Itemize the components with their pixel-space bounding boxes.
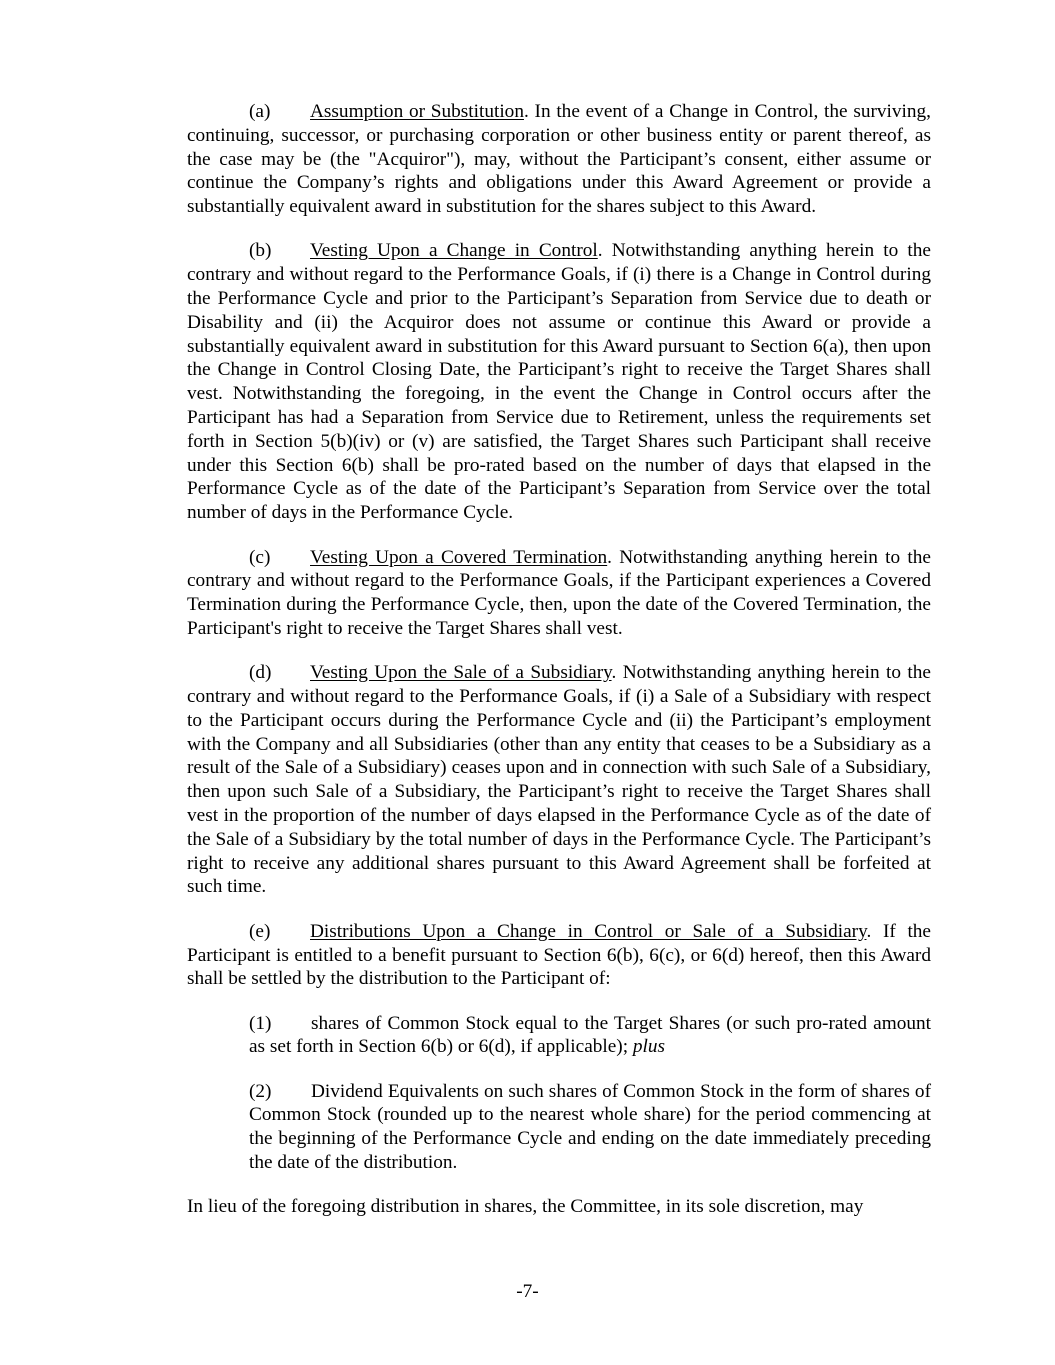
subitem-label: (1) (249, 1012, 272, 1034)
paragraph-heading: Distributions Upon a Change in Control or Sale of a Subsidiary (310, 920, 867, 942)
paragraph-a (187, 100, 931, 219)
subitem-2 (249, 1080, 931, 1175)
page-number: -7- (516, 1281, 539, 1302)
paragraph-c (187, 546, 931, 641)
subitem-text: shares of Common Stock equal to the Target Shares (or such pro-rated amount as set forth in Section 6(b) or 6(d), if applicable); (249, 1012, 931, 1058)
paragraph-heading: Vesting Upon a Change in Control (310, 240, 598, 262)
subitem-label: (2) (249, 1080, 272, 1102)
paragraph-text: . Notwithstanding anything herein to the contrary and without regard to the Performance Goals, if (i) there is a Change in Control during the Performance Cycle and prior to the Participant’s Separation from Service due to death or Disability and (ii) the Acquiror does not assume or continue this Award or provide a substantially equivalent award in substitution for this Award pursuant to Section 6(a), then upon the Change in Control Closing Date, the Participant’s right to receive the Target Shares shall vest. Notwithstanding the foregoing, in the event the Change in Control occurs after the Participant has had a Separation from Service due to Retirement, unless the requirements set forth in Section 5(b)(iv) or (v) are satisfied, the Target Shares such Participant shall receive under this Section 6(b) shall be pro-rated based on the number of days that elapsed in the Performance Cycle as of the date of the Participant’s Separation from Service over the total number of days in the Performance Cycle. (187, 240, 931, 524)
paragraph-label: (c) (249, 546, 271, 568)
paragraph-label: (a) (249, 101, 271, 122)
paragraph-text: . Notwithstanding anything herein to the contrary and without regard to the Performance Goals, if the Participant experiences a Covered Termination during the Performance Cycle, then, upon the date of the Covered Termination, the Participant's right to receive the Target Shares shall vest. (187, 546, 931, 639)
paragraph-b (187, 239, 931, 525)
paragraph-label: (d) (249, 662, 272, 684)
closing-paragraph: In lieu of the foregoing distribution in shares, the Committee, in its sole discretion, may (187, 1196, 864, 1218)
paragraph-d (187, 661, 931, 899)
subitem-1 (249, 1012, 931, 1060)
paragraph-heading: Assumption or Substitution (310, 101, 524, 122)
subitem-italic: plus (632, 1036, 666, 1058)
paragraph-text: . In the event of a Change in Control, the surviving, continuing, successor, or purchasing corporation or other business entity or parent thereof, as the case may be (the "Acquiror"), may, without the Participant’s consent, either assume or continue the Company’s rights and obligations under this Award Agreement or provide a substantially equivalent award in substitution for the shares subject to this Award. (187, 101, 931, 218)
paragraph-label: (e) (249, 920, 271, 942)
paragraph-text: . If the Participant is entitled to a benefit pursuant to Section 6(b), 6(c), or 6(d) hereof, then this Award shall be settled by the distribution to the Participant of: (187, 920, 931, 990)
paragraph-text: . Notwithstanding anything herein to the contrary and without regard to the Performance Goals, if (i) a Sale of a Subsidiary with respect to the Participant occurs during the Performance Cycle and (ii) the Participant’s employment with the Company and all Subsidiaries (other than any entity that ceases to be a Subsidiary as a result of the Sale of a Subsidiary) ceases upon and in connection with such Sale of a Subsidiary, then upon such Sale of a Subsidiary, the Participant’s right to receive the Target Shares shall vest in the proportion of the number of days elapsed in the Performance Cycle as of the date of the Sale of a Subsidiary by the total number of days in the Performance Cycle. The Participant’s right to receive any additional shares pursuant to this Award Agreement shall be forfeited at such time. (187, 662, 931, 898)
paragraph-heading: Vesting Upon a Covered Termination (310, 546, 608, 568)
subitem-text: Dividend Equivalents on such shares of Common Stock in the form of shares of Common Stock (rounded up to the nearest whole share) for the period commencing at the beginning of the Performance Cycle and ending on the date immediately preceding the date of the distribution. (249, 1080, 931, 1174)
paragraph-heading: Vesting Upon the Sale of a Subsidiary (310, 662, 612, 684)
paragraph-label: (b) (249, 240, 272, 262)
paragraph-e (187, 920, 931, 991)
document-body (187, 100, 931, 1219)
